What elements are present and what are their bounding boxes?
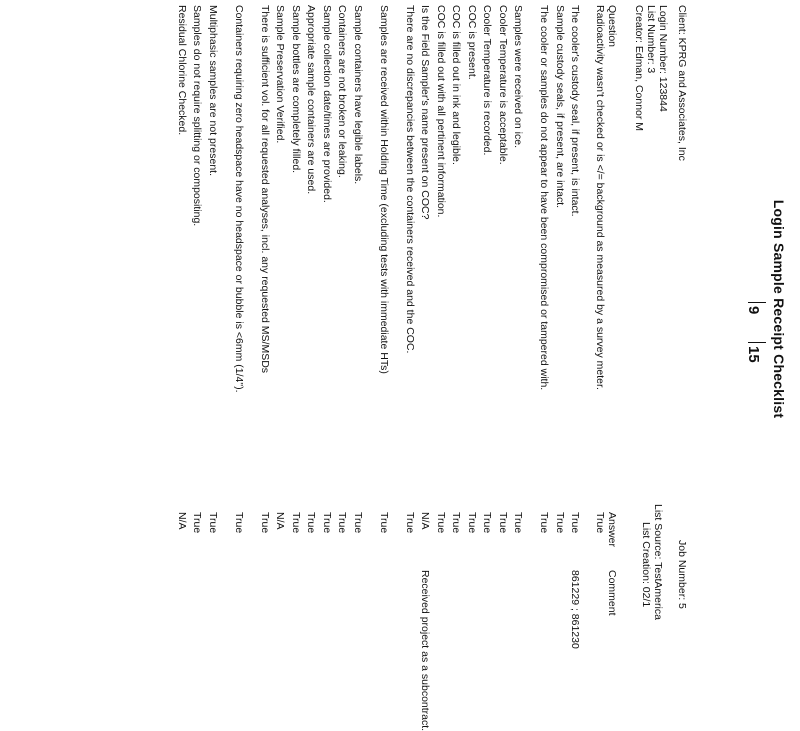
- answer-value: True: [450, 512, 462, 534]
- comment-text: 861229 ; 861230: [569, 570, 581, 649]
- question-text: Residual Chlorine Checked.: [176, 5, 188, 136]
- page-title: Login Sample Receipt Checklist: [771, 199, 787, 419]
- question-text: Cooler Temperature is recorded.: [481, 5, 493, 156]
- page-divider-right: [748, 342, 766, 343]
- question-text: COC is filled out in ink and legible.: [450, 5, 462, 165]
- answer-value: True: [378, 512, 390, 534]
- question-text: Cooler Temperature is acceptable.: [497, 5, 509, 165]
- question-text: Samples were received on ice.: [512, 5, 524, 148]
- page-divider-left: [748, 302, 766, 303]
- question-text: Sample collection date/times are provided.: [321, 5, 333, 203]
- answer-value: True: [290, 512, 302, 534]
- answer-value: N/A: [419, 512, 431, 530]
- question-text: There is sufficient vol. for all requested analyses, incl. any requested MS/MSDs: [259, 5, 271, 374]
- answer-value: True: [569, 512, 581, 534]
- question-text: The cooler or samples do not appear to have been compromised or tampered with.: [538, 5, 550, 391]
- question-text: Samples do not require splitting or compositing.: [191, 5, 203, 227]
- question-text: COC is present.: [466, 5, 478, 80]
- answer-value: True: [481, 512, 493, 534]
- column-header-comment: Comment: [606, 570, 618, 616]
- answer-value: True: [594, 512, 606, 534]
- answer-value: True: [466, 512, 478, 534]
- question-text: Sample custody seals, if present, are intact.: [554, 5, 566, 209]
- answer-value: True: [497, 512, 509, 534]
- question-text: Sample bottles are completely filled.: [290, 5, 302, 174]
- answer-value: True: [207, 512, 219, 534]
- answer-value: N/A: [176, 512, 188, 530]
- answer-value: True: [554, 512, 566, 534]
- comment-text: Received project as a subcontract.: [419, 570, 431, 731]
- question-text: The cooler's custody seal, if present, is intact.: [569, 5, 581, 217]
- question-text: Sample containers have legible labels.: [352, 5, 364, 185]
- page-number-right: 15: [745, 346, 762, 363]
- list-source: List Source: TestAmerica: [652, 504, 664, 620]
- question-text: Sample Preservation Verified.: [274, 5, 286, 144]
- answer-value: True: [435, 512, 447, 534]
- question-text: COC is filled out with all pertinent information.: [435, 5, 447, 218]
- creator: Creator: Edman, Connor M: [633, 5, 645, 132]
- login-number: Login Number: 123844: [657, 5, 669, 112]
- question-text: Containers are not broken or leaking.: [336, 5, 348, 178]
- answer-value: True: [538, 512, 550, 534]
- answer-value: True: [305, 512, 317, 534]
- answer-value: N/A: [274, 512, 286, 530]
- answer-value: True: [259, 512, 271, 534]
- answer-value: True: [321, 512, 333, 534]
- column-header-question: Question: [606, 5, 618, 48]
- answer-value: True: [512, 512, 524, 534]
- question-text: Containers requiring zero headspace have no headspace or bubble is <6mm (1/4").: [233, 5, 245, 393]
- question-text: Is the Field Sampler's name present on COC?: [419, 5, 431, 220]
- answer-value: True: [404, 512, 416, 534]
- question-text: Multiphasic samples are not present.: [207, 5, 219, 176]
- answer-value: True: [352, 512, 364, 534]
- question-text: There are no discrepancies between the containers received and the COC.: [404, 5, 416, 354]
- question-text: Appropriate sample containers are used.: [305, 5, 317, 195]
- page-number-left: 9: [745, 306, 762, 315]
- job-number: Job Number: 5: [676, 540, 688, 609]
- question-text: Samples are received within Holding Time (excluding tests with immediate HTs): [378, 5, 390, 374]
- list-creation: List Creation: 02/1: [640, 522, 652, 608]
- answer-value: True: [191, 512, 203, 534]
- column-header-answer: Answer: [606, 512, 618, 548]
- question-text: Radioactivity wasn't checked or is </= background as measured by a survey meter.: [594, 5, 606, 390]
- client-label: Client: KPRG and Associates, Inc: [676, 5, 688, 161]
- answer-value: True: [336, 512, 348, 534]
- list-number: List Number: 3: [645, 5, 657, 74]
- answer-value: True: [233, 512, 245, 534]
